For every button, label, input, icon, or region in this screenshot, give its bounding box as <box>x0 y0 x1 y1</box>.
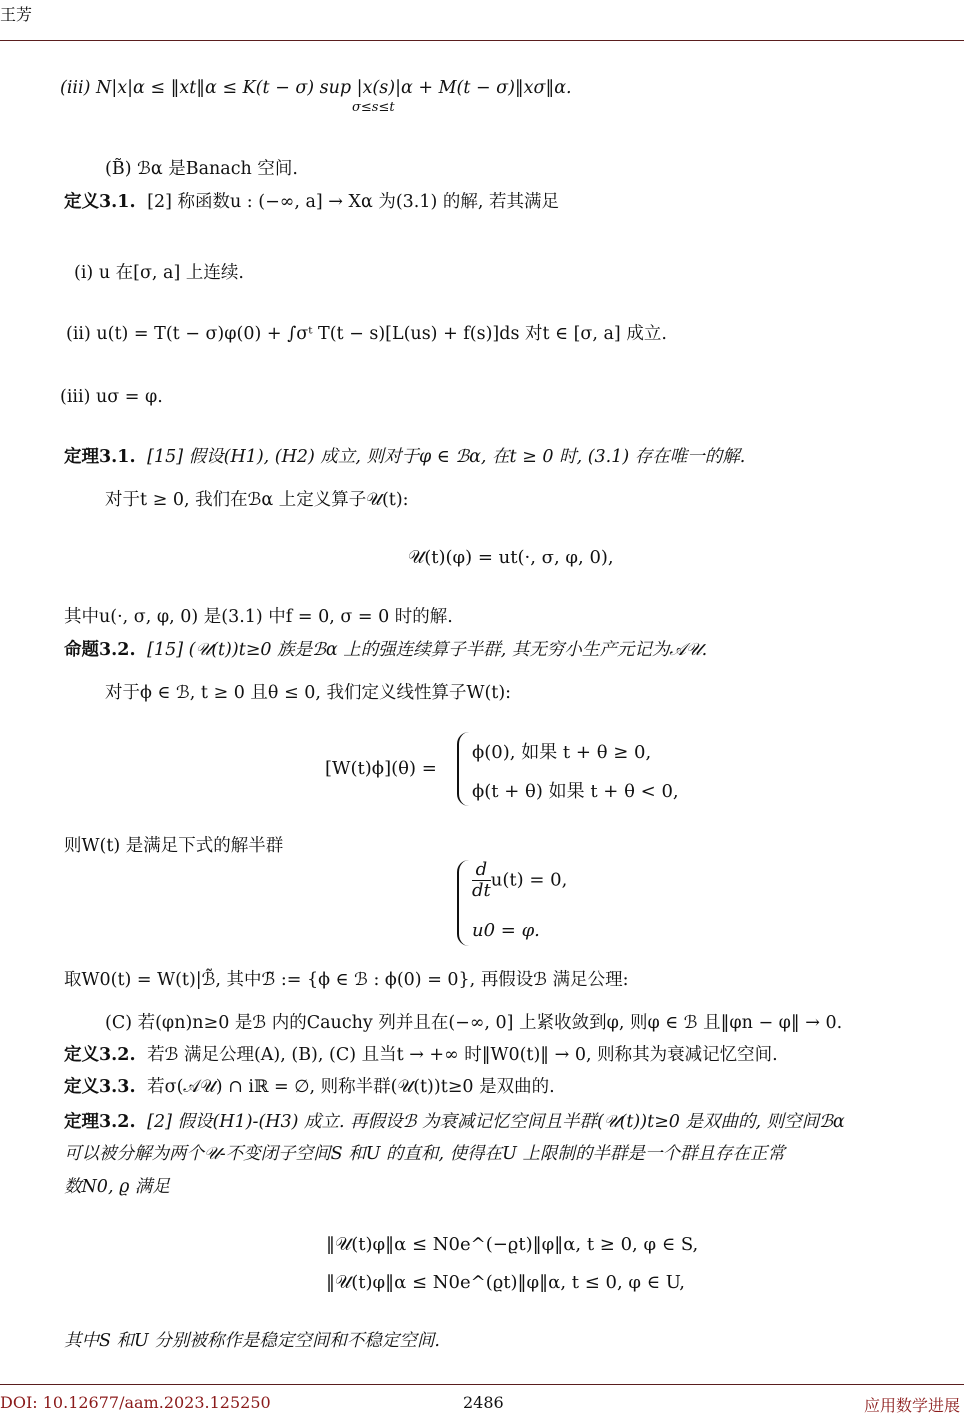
equation-ode-case-2: u0 = φ. <box>472 920 540 941</box>
definition-label: 定义3.3. <box>64 1077 136 1097</box>
footer-journal[interactable]: 应用数学进展 <box>863 1396 960 1415</box>
axiom-b-tilde: (B̃) ℬα 是Banach 空间. <box>105 159 298 179</box>
footer-page-number: 2486 <box>463 1393 504 1412</box>
equation-w-case-1: ϕ(0), 如果 t + θ ≥ 0, <box>472 742 652 763</box>
condition-iii-inequality: (iii) N|x|α ≤ ‖xt‖α ≤ K(t − σ) sup |x(s)|α + M(t − σ)‖xσ‖α. <box>60 78 572 98</box>
paragraph-stable-unstable: 其中S 和U 分别被称作是稳定空间和不稳定空间. <box>64 1331 440 1351</box>
definition-label: 定义3.2. <box>64 1045 136 1065</box>
theorem-3-2-line-1 <box>64 1110 845 1134</box>
proposition-3-2 <box>64 638 707 662</box>
theorem-label: 定理3.1. <box>64 447 136 467</box>
equation-semigroup: 𝒰(t)(φ) = ut(·, σ, φ, 0), <box>408 547 614 568</box>
axiom-c: (C) 若(φn)n≥0 是ℬ 内的Cauchy 列并且在(−∞, 0] 上紧收敛到φ, 则φ ∈ ℬ 且‖φn − φ‖ → 0. <box>105 1013 843 1033</box>
definition-3-2 <box>64 1043 778 1067</box>
ode-rhs: u(t) = 0, <box>490 869 568 891</box>
condition-i: (i) u 在[σ, a] 上连续. <box>74 263 244 283</box>
derivative-fraction <box>472 860 491 901</box>
proposition-text: [15] (𝒰(t))t≥0 族是ℬα 上的强连续算子半群, 其无穷小生产元记为𝒜𝒰. <box>147 640 708 660</box>
fraction-denominator: dt <box>472 880 491 901</box>
definition-label: 定义3.1. <box>64 192 136 212</box>
theorem-3-2-line-2: 可以被分解为两个𝒰-不变闭子空间S 和U 的直和, 使得在U 上限制的半群是一个群且存在正常 <box>64 1144 785 1164</box>
definition-text: 若σ(𝒜𝒰) ∩ iℝ = ∅, 则称半群(𝒰(t))t≥0 是双曲的. <box>147 1077 555 1097</box>
fraction-numerator: d <box>472 860 491 881</box>
definition-3-3 <box>64 1075 555 1099</box>
definition-3-1 <box>64 190 559 214</box>
equation-w-case-2: ϕ(t + θ) 如果 t + θ < 0, <box>472 781 679 802</box>
footer-rule <box>0 1384 964 1385</box>
definition-text: 若ℬ 满足公理(A), (B), (C) 且当t → +∞ 时‖W0(t)‖ → 0, 则称其为衰减记忆空间. <box>147 1045 778 1065</box>
equation-w-lhs: [W(t)ϕ](θ) = <box>325 758 437 779</box>
theorem-text: [2] 假设(H1)-(H3) 成立. 再假设ℬ 为衰减记忆空间且半群(𝒰(t))t≥0 是双曲的, 则空间ℬα <box>147 1112 845 1132</box>
definition-text: [2] 称函数u : (−∞, a] → Xα 为(3.1) 的解, 若其满足 <box>147 192 560 212</box>
paragraph-where: 其中u(·, σ, φ, 0) 是(3.1) 中f = 0, σ = 0 时的解. <box>64 607 453 627</box>
header-rule <box>0 40 964 41</box>
condition-iii: (iii) uσ = φ. <box>60 387 163 407</box>
paragraph-solution-semigroup: 则W(t) 是满足下式的解半群 <box>64 836 284 856</box>
sup-subscript: σ≤s≤t <box>352 100 395 115</box>
left-brace <box>457 860 469 946</box>
equation-stable-estimate: ‖𝒰(t)φ‖α ≤ N0e^(−ϱt)‖φ‖α, t ≥ 0, φ ∈ S, <box>326 1234 699 1255</box>
running-header-author: 王芳 <box>0 5 33 24</box>
left-brace <box>457 732 469 806</box>
theorem-3-2-line-3: 数N0, ϱ 满足 <box>64 1177 170 1197</box>
paragraph-define-operator: 对于t ≥ 0, 我们在ℬα 上定义算子𝒰(t): <box>105 490 409 510</box>
condition-ii: (ii) u(t) = T(t − σ)φ(0) + ∫σᵗ T(t − s)[L(us) + f(s)]ds 对t ∈ [σ, a] 成立. <box>66 324 667 344</box>
theorem-text: [15] 假设(H1), (H2) 成立, 则对于φ ∈ ℬα, 在t ≥ 0 时, (3.1) 存在唯一的解. <box>147 447 746 467</box>
equation-ode-case-1 <box>472 860 567 901</box>
paragraph-axiom-intro: 取W0(t) = W(t)|ℬ̃, 其中ℬ̃ := {ϕ ∈ ℬ : ϕ(0) = 0}, 再假设ℬ 满足公理: <box>64 970 629 990</box>
theorem-3-1 <box>64 445 745 469</box>
equation-unstable-estimate: ‖𝒰(t)φ‖α ≤ N0e^(ϱt)‖φ‖α, t ≤ 0, φ ∈ U, <box>326 1272 686 1293</box>
proposition-label: 命题3.2. <box>64 640 136 660</box>
footer-doi[interactable]: DOI: 10.12677/aam.2023.125250 <box>0 1393 271 1412</box>
theorem-label: 定理3.2. <box>64 1112 136 1132</box>
paragraph-linear-operator: 对于ϕ ∈ ℬ, t ≥ 0 且θ ≤ 0, 我们定义线性算子W(t): <box>105 683 512 703</box>
